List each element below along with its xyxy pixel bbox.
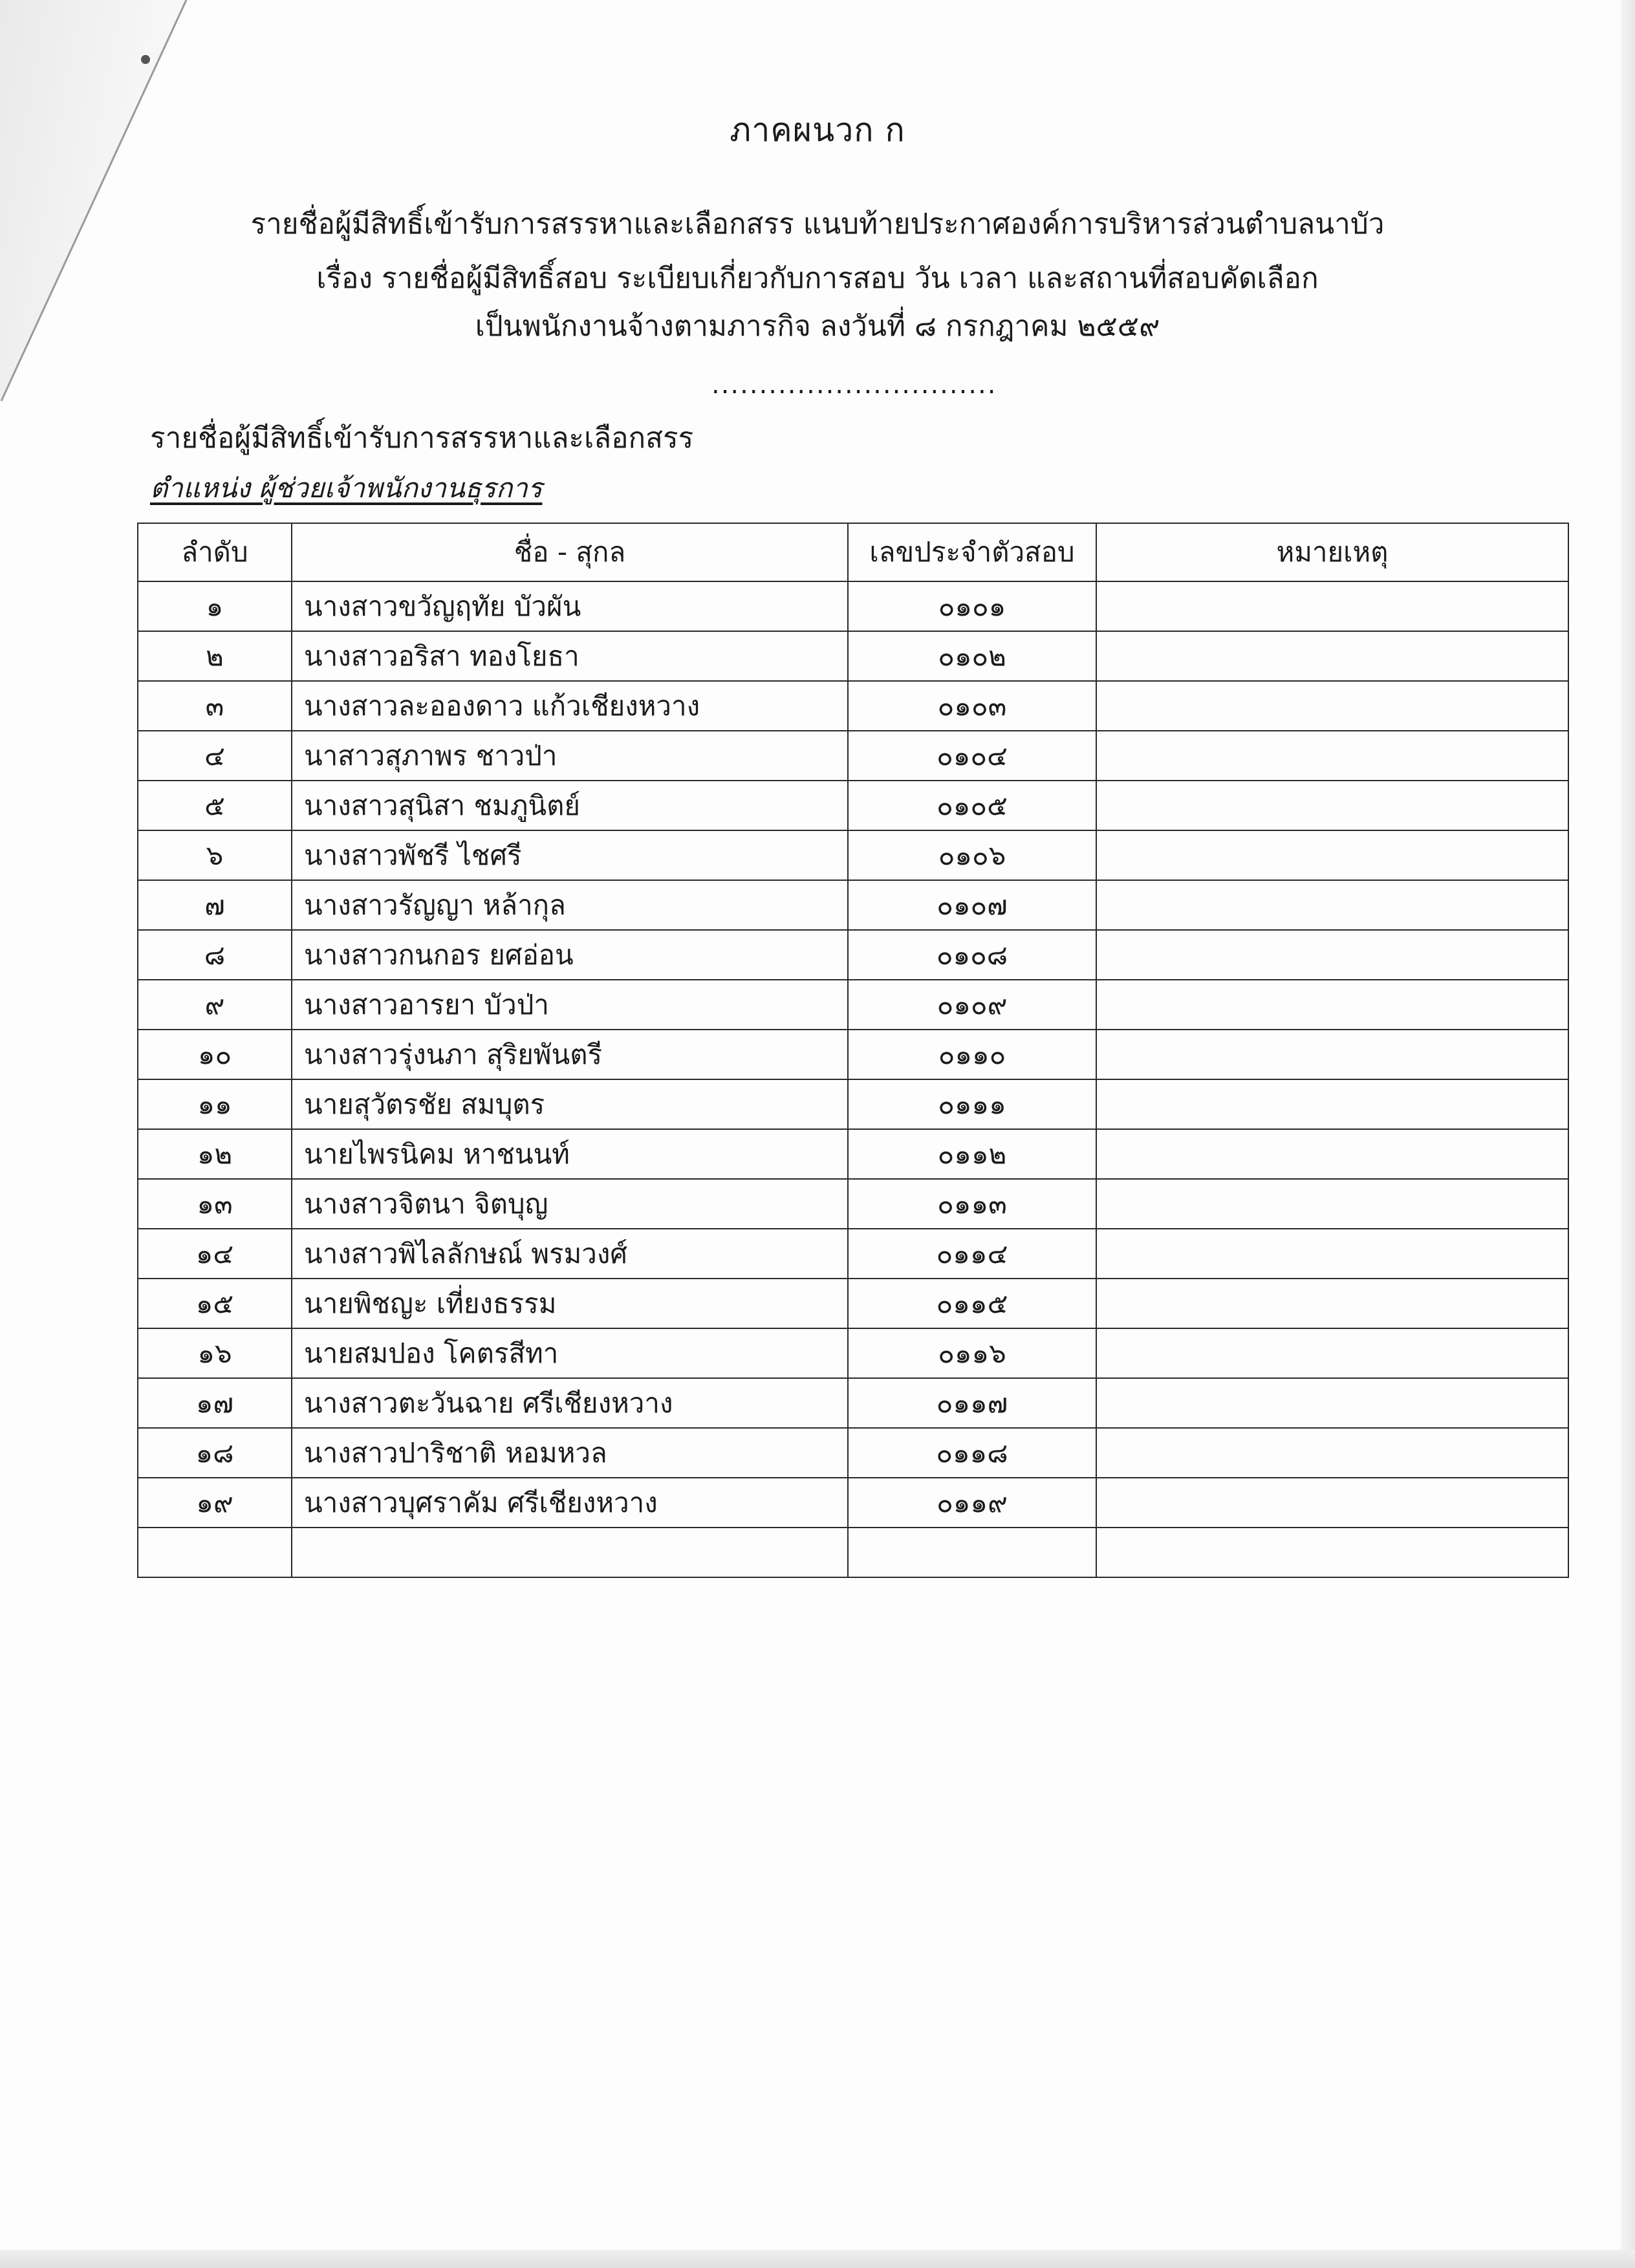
row-number: ๑๐ [138,1030,292,1079]
candidate-table [137,523,1569,1578]
header-line-1: รายชื่อผู้มีสิทธิ์เข้ารับการสรรหาและเลือกสรร แนบท้ายประกาศองค์การบริหารส่วนตำบลนาบัว [250,208,1385,241]
table-row [138,1129,1568,1179]
row-number: ๑๔ [138,1229,292,1279]
note-cell [1096,1328,1568,1378]
exam-id: ๐๑๐๖ [848,830,1096,880]
position-line: ตำแหน่ง ผู้ช่วยเจ้าพนักงานธุรการ [150,472,543,504]
row-number: ๕ [138,781,292,830]
header-name: ชื่อ - สุกล [292,523,848,581]
table-row [138,581,1568,631]
candidate-name: นางสาวอารยา บัวป่า [292,980,848,1030]
row-number [138,1528,292,1577]
table-row [138,1079,1568,1129]
candidate-name: นางสาวจิตนา จิตบุญ [292,1179,848,1229]
candidate-name: นางสาวอริสา ทองโยธา [292,631,848,681]
table-row [138,880,1568,930]
row-number: ๑๙ [138,1478,292,1528]
candidate-name: นางสาวบุศราคัม ศรีเชียงหวาง [292,1478,848,1528]
note-cell [1096,731,1568,781]
exam-id: ๐๑๑๒ [848,1129,1096,1179]
candidate-name: นายสมปอง โคตรสีทา [292,1328,848,1378]
exam-id: ๐๑๐๘ [848,930,1096,980]
row-number: ๘ [138,930,292,980]
candidate-name: นางสาวกนกอร ยศอ่อน [292,930,848,980]
note-cell [1096,781,1568,830]
table-row [138,731,1568,781]
table-row [138,1279,1568,1328]
candidate-name: นางสาวพิไลลักษณ์ พรมวงศ์ [292,1229,848,1279]
exam-id: ๐๑๐๔ [848,731,1096,781]
appendix-title: ภาคผนวก ก [730,111,905,149]
row-number: ๑ [138,581,292,631]
candidate-name: นางสาวตะวันฉาย ศรีเชียงหวาง [292,1378,848,1428]
note-cell [1096,681,1568,731]
list-heading: รายชื่อผู้มีสิทธิ์เข้ารับการสรรหาและเลือกสรร [150,422,694,455]
row-number: ๑๒ [138,1129,292,1179]
exam-id: ๐๑๐๕ [848,781,1096,830]
note-cell [1096,1129,1568,1179]
candidate-name: นายสุวัตรชัย สมบุตร [292,1079,848,1129]
exam-id: ๐๑๐๒ [848,631,1096,681]
candidate-name: นางสาวปาริชาติ หอมหวล [292,1428,848,1478]
note-cell [1096,880,1568,930]
row-number: ๔ [138,731,292,781]
table-row [138,1030,1568,1079]
row-number: ๑๗ [138,1378,292,1428]
candidate-name: นางสาวละอองดาว แก้วเชียงหวาง [292,681,848,731]
note-cell [1096,930,1568,980]
exam-id: ๐๑๑๗ [848,1378,1096,1428]
candidate-name: นางสาวรัญญา หล้ากุล [292,880,848,930]
table-row [138,1229,1568,1279]
header-note: หมายเหตุ [1096,523,1568,581]
row-number: ๑๘ [138,1428,292,1478]
table-row [138,781,1568,830]
header-exam-id: เลขประจำตัวสอบ [848,523,1096,581]
note-cell [1096,1528,1568,1577]
table-row [138,1428,1568,1478]
note-cell [1096,1378,1568,1428]
exam-id: ๐๑๑๔ [848,1229,1096,1279]
exam-id: ๐๑๑๘ [848,1428,1096,1478]
scan-edge-bottom [0,2250,1635,2268]
row-number: ๑๑ [138,1079,292,1129]
candidate-name: นางสาวขวัญฤทัย บัวผัน [292,581,848,631]
table-row [138,830,1568,880]
candidate-name: นางสาวรุ่งนภา สุริยพันตรี [292,1030,848,1079]
candidate-name: นางสาวพัชรี ไชศรี [292,830,848,880]
exam-id: ๐๑๑๐ [848,1030,1096,1079]
exam-id: ๐๑๐๓ [848,681,1096,731]
table-row [138,681,1568,731]
exam-id: ๐๑๑๕ [848,1279,1096,1328]
table-row [138,1478,1568,1528]
table-row [138,1328,1568,1378]
table-row [138,1378,1568,1428]
candidate-name: นายไพรนิคม หาชนนท์ [292,1129,848,1179]
note-cell [1096,1179,1568,1229]
exam-id [848,1528,1096,1577]
note-cell [1096,631,1568,681]
note-cell [1096,1428,1568,1478]
note-cell [1096,1478,1568,1528]
table-header-row [138,523,1568,581]
table-row [138,1179,1568,1229]
header-line-2: เรื่อง รายชื่อผู้มีสิทธิ์สอบ ระเบียบเกี่ยวกับการสอบ วัน เวลา และสถานที่สอบคัดเลือก [316,262,1319,295]
note-cell [1096,1229,1568,1279]
exam-id: ๐๑๑๑ [848,1079,1096,1129]
table-row [138,1528,1568,1577]
note-cell [1096,980,1568,1030]
row-number: ๑๕ [138,1279,292,1328]
row-number: ๖ [138,830,292,880]
row-number: ๒ [138,631,292,681]
row-number: ๓ [138,681,292,731]
table-row [138,930,1568,980]
table-row [138,980,1568,1030]
candidate-name: นางสาวสุนิสา ชมภูนิตย์ [292,781,848,830]
note-cell [1096,1030,1568,1079]
header-line-3: เป็นพนักงานจ้างตามภารกิจ ลงวันที่ ๘ กรกฎาคม ๒๕๕๙ [475,310,1160,343]
candidate-name: นายพิชญะ เที่ยงธรรม [292,1279,848,1328]
row-number: ๗ [138,880,292,930]
exam-id: ๐๑๑๙ [848,1478,1096,1528]
row-number: ๑๓ [138,1179,292,1229]
exam-id: ๐๑๐๑ [848,581,1096,631]
row-number: ๙ [138,980,292,1030]
separator: .............................. [711,370,997,400]
note-cell [1096,830,1568,880]
exam-id: ๐๑๑๓ [848,1179,1096,1229]
note-cell [1096,1279,1568,1328]
table-row [138,631,1568,681]
candidate-name [292,1528,848,1577]
exam-id: ๐๑๐๗ [848,880,1096,930]
note-cell [1096,1079,1568,1129]
exam-id: ๐๑๐๙ [848,980,1096,1030]
exam-id: ๐๑๑๖ [848,1328,1096,1378]
row-number: ๑๖ [138,1328,292,1378]
candidate-name: นาสาวสุภาพร ชาวป่า [292,731,848,781]
header-no: ลำดับ [138,523,292,581]
note-cell [1096,581,1568,631]
